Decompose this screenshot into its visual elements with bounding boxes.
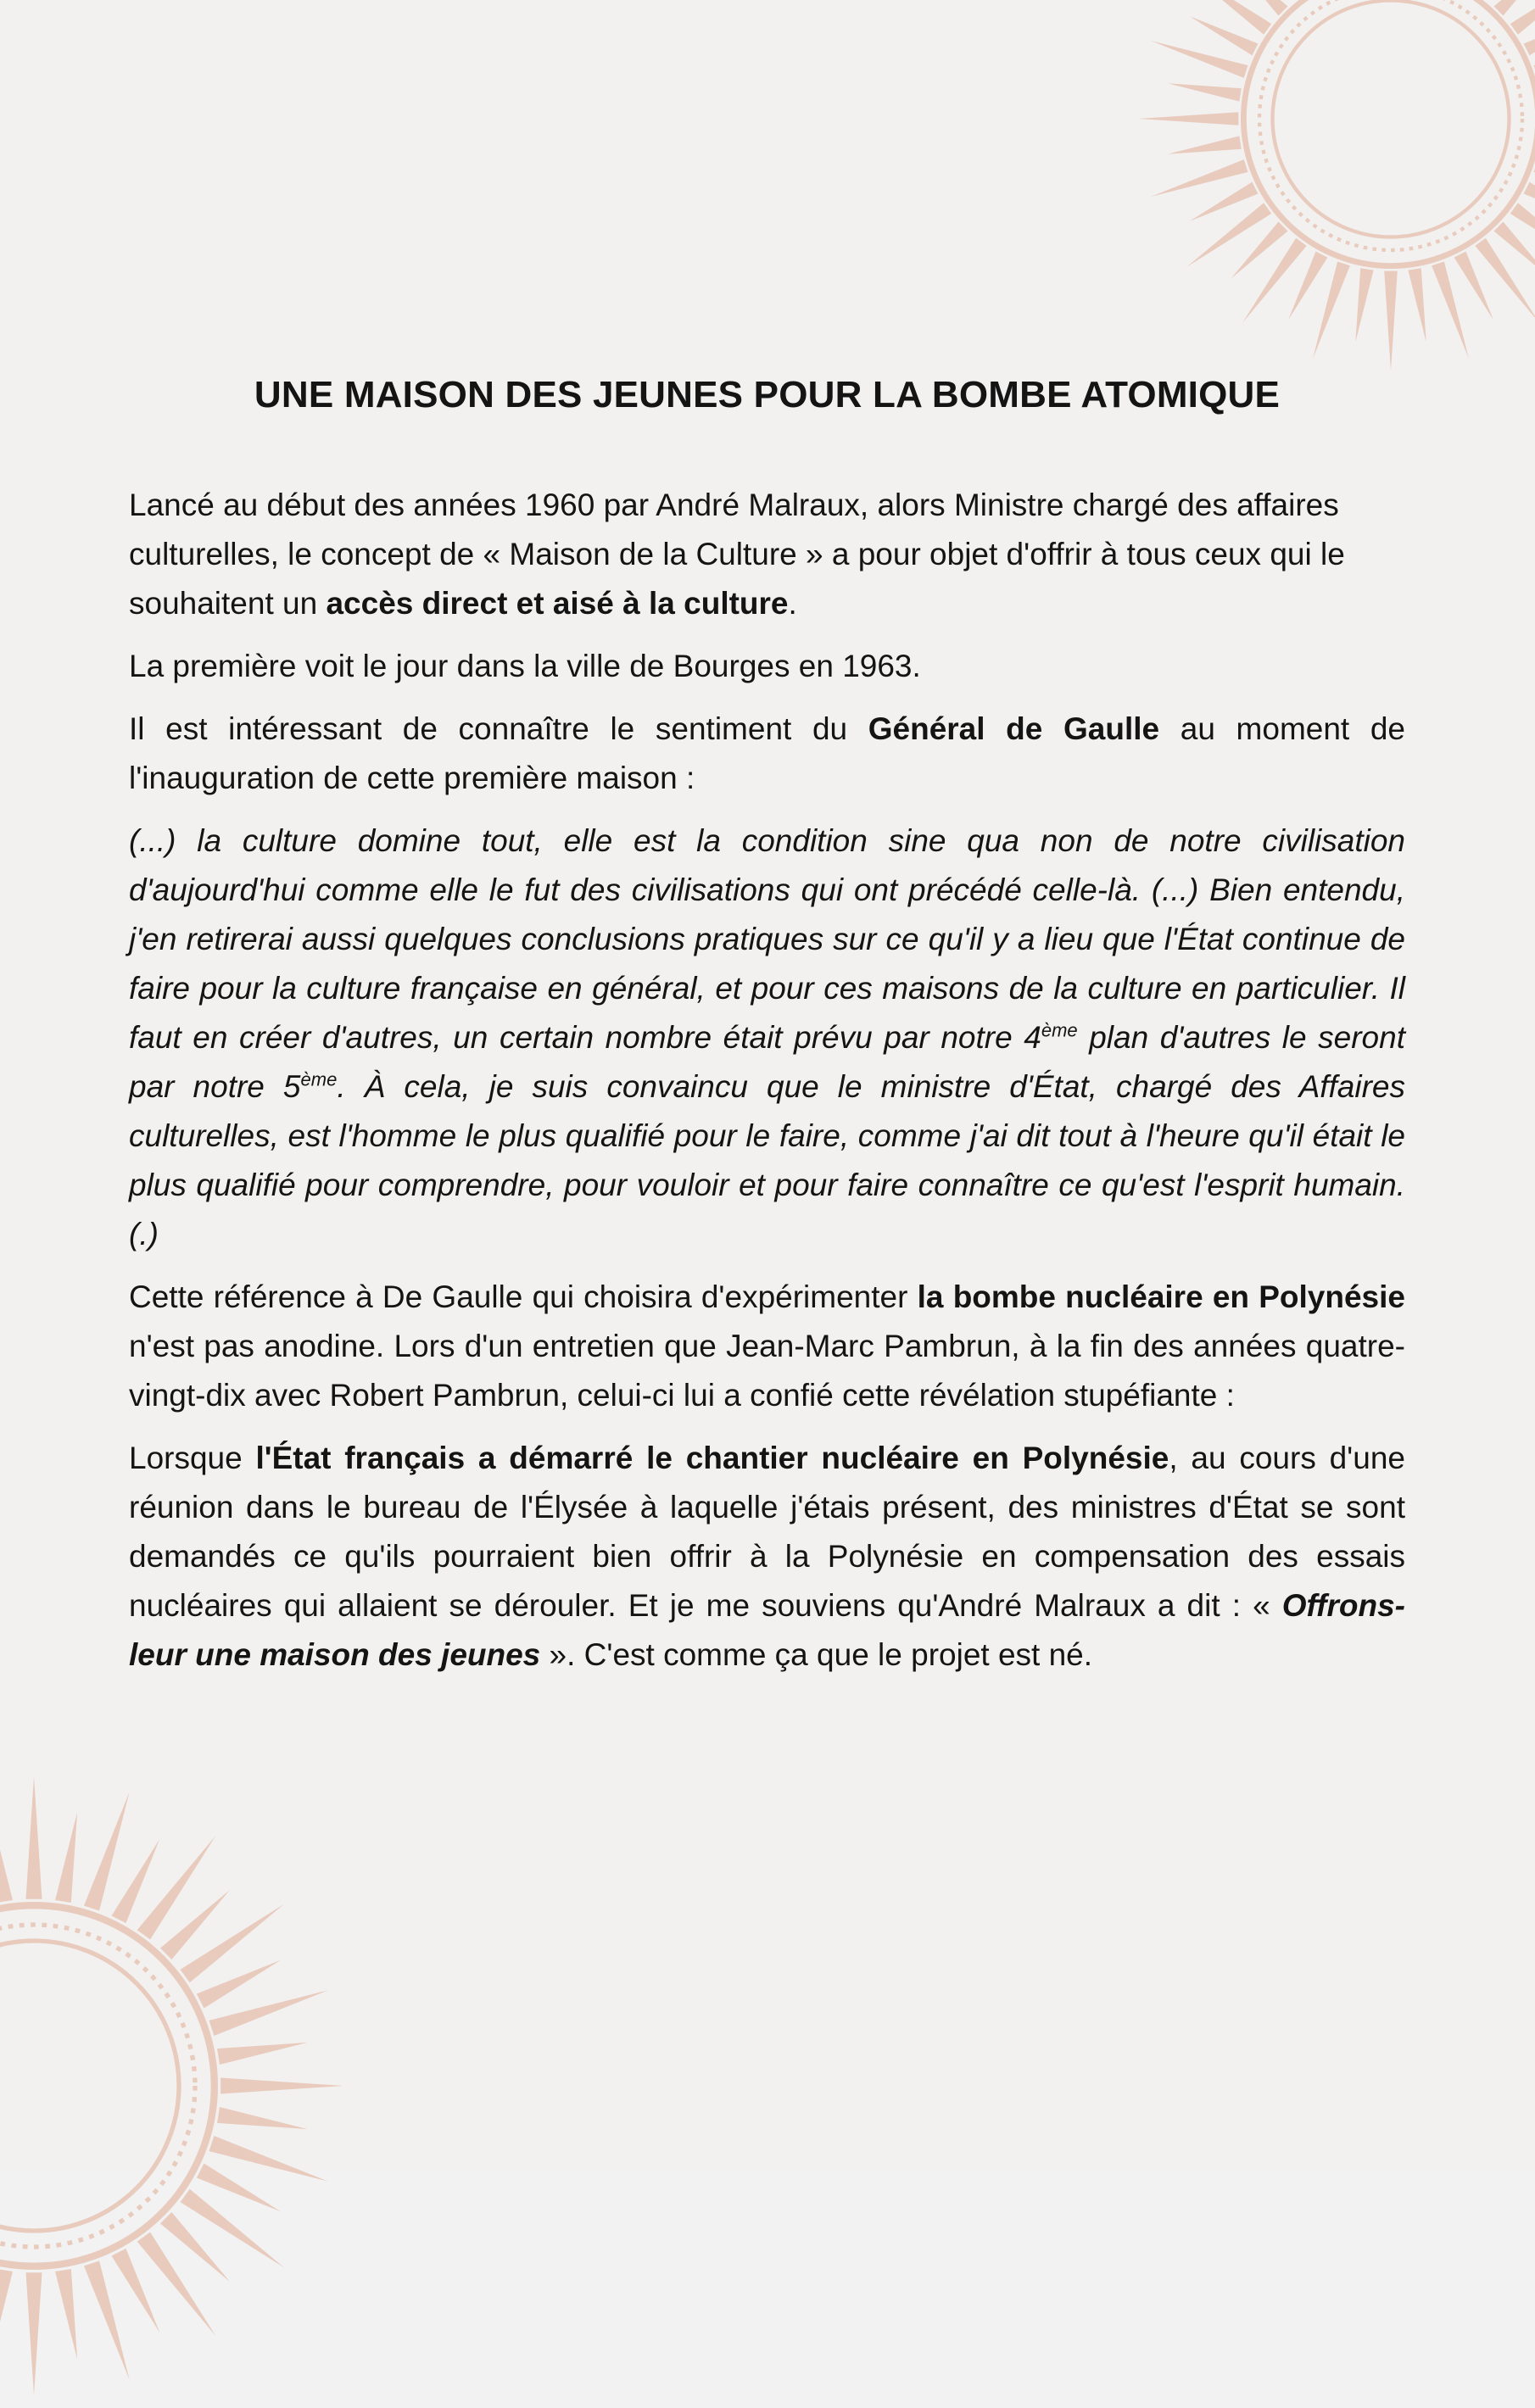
sun-ray [1151, 159, 1248, 197]
paragraph-revelation-end: ». C'est comme ça que le projet est né. [540, 1636, 1093, 1672]
paragraph-bombe-end: n'est pas anodine. Lors d'un entretien que Jean-Marc Pambrun, à la fin des années quatre-vingt-dix avec Robert Pambrun, celui-ci lui a confié cette révélation stupéfiante : [129, 1328, 1405, 1413]
paragraph-de-gaulle-text: Il est intéressant de connaître le sentiment du [129, 711, 868, 746]
paragraph-revelation-middle: , au cours d'une réunion dans le bureau de l'Élysée à laquelle j'étais présent, des ministres d'État se sont demandés ce qu'ils pourraient bien offrir à la Polynésie en compensation des essais nucléaires qui allaient se dérouler. Et je me souviens qu'André Malraux a dit : « [129, 1440, 1405, 1623]
quote-text-3: . À cela, je suis convaincu que le ministre d'État, chargé des Affaires culturelles, est l'homme le plus qualifié pour le faire, comme j'ai dit tout à l'heure qu'il était le plus qualifié pour comprendre, pour vouloir et pour faire connaître ce qu'est l'esprit humain. (.) [129, 1068, 1405, 1251]
sun-ray [1408, 268, 1426, 342]
paragraph-de-gaulle [129, 705, 1405, 803]
paragraph-bombe [129, 1273, 1405, 1420]
sun-ray [1186, 0, 1271, 35]
article [129, 373, 1405, 1693]
quote-de-gaulle [129, 817, 1405, 1259]
sun-ray [111, 2249, 159, 2333]
sun-ray [181, 2189, 285, 2268]
sun-ray [1510, 0, 1535, 35]
sun-ray [137, 2232, 216, 2337]
paragraph-de-gaulle-end: au moment de l'inauguration de cette première maison : [129, 711, 1405, 795]
sun-ray [137, 1836, 216, 1940]
paragraph-bourges: La première voit le jour dans la ville de Bourges en 1963. [129, 648, 921, 683]
paragraph-revelation-bold: l'État français a démarré le chantier nucléaire en Polynésie [255, 1440, 1169, 1475]
sun-ray [55, 1812, 77, 1903]
sun-ray [197, 1960, 281, 2009]
sun-ray [84, 1792, 130, 1910]
paragraph-intro-text: Lancé au début des années 1960 par André Malraux, alors Ministre chargé des affaires culturelles, le concept de « Maison de la Culture » a pour objet d'offrir à tous ceux qui le souhaitent un [129, 487, 1345, 621]
quote-superscript-1: ème [1041, 1019, 1078, 1041]
paragraph-bombe-text: Cette référence à De Gaulle qui choisira d'expérimenter [129, 1279, 918, 1314]
sun-ray [209, 2136, 327, 2182]
sun-ray [209, 1990, 327, 2036]
sun-ray [1168, 136, 1242, 153]
quote-superscript-2: ème [300, 1068, 338, 1090]
sun-ray [25, 1776, 42, 1899]
sun-ray [1168, 83, 1242, 101]
sun-ray [217, 2043, 308, 2065]
paragraph-de-gaulle-bold: Général de Gaulle [868, 711, 1160, 746]
sun-ray [84, 2260, 130, 2379]
paragraph-intro-end: . [788, 585, 797, 621]
sun-ray [1186, 203, 1271, 267]
quote-text-1: (...) la culture domine tout, elle est la condition sine qua non de notre civilisation d'aujourd'hui comme elle le fut des civilisations qui ont précédé celle-là. (...) Bien entendu, j'en retirerai aussi quelques conclusions pratiques sur ce qu'il y a lieu que l'État continue de faire pour la culture française en général, et pour ces maisons de la culture en particulier. Il faut en créer d'autres, un certain nombre était prévu par notre 4 [129, 822, 1405, 1055]
sun-ray [1454, 252, 1493, 321]
sun-ray [1138, 112, 1238, 125]
sun-ray [0, 1812, 13, 1903]
paragraph-revelation-quote: Offrons-leur une maison des jeunes [129, 1587, 1405, 1672]
sun-ray [217, 2107, 308, 2129]
sun-ornament-top [1128, 0, 1535, 382]
sun-ray [1189, 16, 1258, 55]
paragraph-intro-bold: accès direct et aisé à la culture [326, 585, 789, 621]
sun-ray [25, 2272, 42, 2395]
paragraph-revelation-text: Lorsque [129, 1440, 256, 1475]
sun-ray [1432, 261, 1469, 359]
page-title: UNE MAISON DES JEUNES POUR LA BOMBE ATOMIQUE [254, 374, 1281, 415]
sun-ray [1242, 238, 1307, 323]
sun-ray [1355, 268, 1373, 342]
sun-ray [0, 2269, 13, 2360]
paragraph-bombe-bold: la bombe nucléaire en Polynésie [917, 1279, 1405, 1314]
sun-ray [1189, 182, 1258, 221]
sun-ray [111, 1839, 159, 1923]
sun-ray [197, 2163, 281, 2211]
paragraph-revelation [129, 1434, 1405, 1680]
sun-ray [220, 2077, 343, 2093]
sun-ray [1288, 252, 1327, 321]
quote-text-2: plan d'autres le seront par notre 5 [129, 1019, 1405, 1104]
sun-ray [1384, 271, 1398, 371]
sun-ray [1151, 41, 1248, 78]
sun-ray [181, 1904, 285, 1983]
sun-ray [55, 2269, 77, 2360]
sun-ray [1313, 261, 1350, 359]
paragraph-intro [129, 481, 1405, 628]
sun-ornament-bottom [0, 1764, 356, 2408]
